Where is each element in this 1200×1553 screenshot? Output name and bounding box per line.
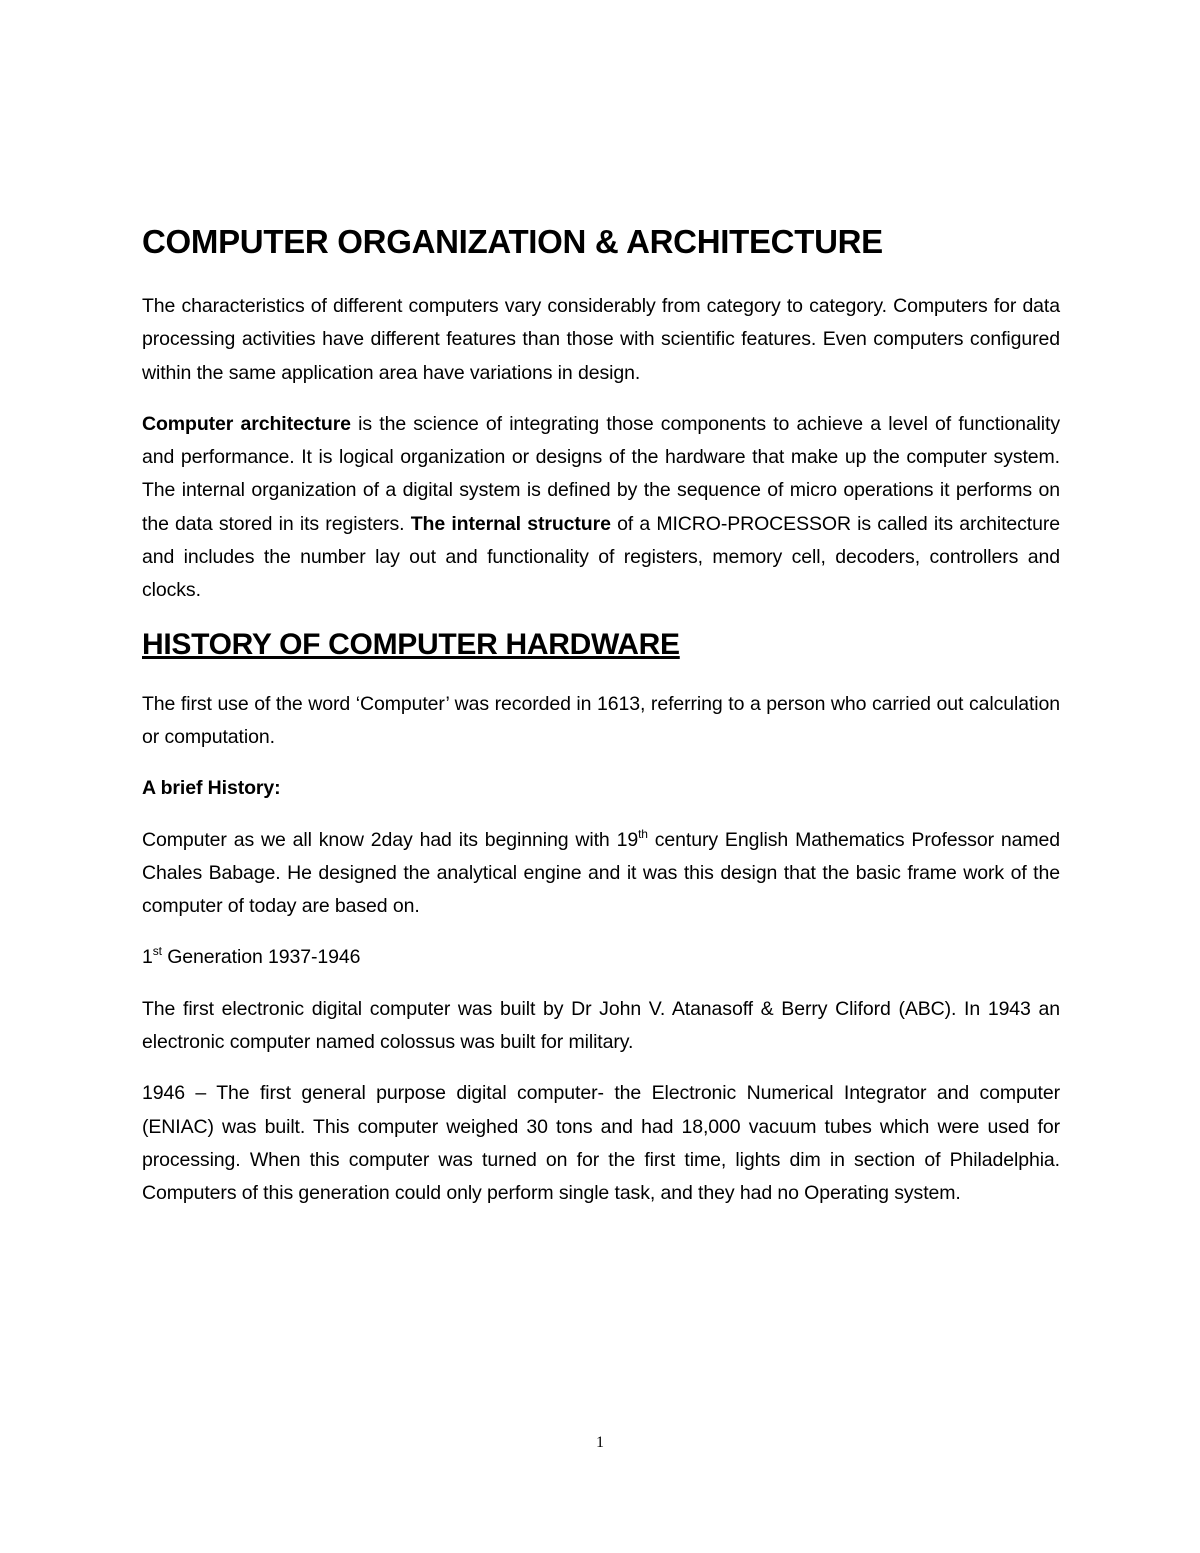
generation-text: Generation 1937-1946 [161, 946, 361, 969]
page-number: 1 [596, 1434, 604, 1451]
architecture-text-1: is the science of integrating those components to achieve a level of functionality and performance. It is logical organization or designs of the hardware that make up the computer system. The internal organization of a digital system is defined by the sequence of micro operations it performs on the data stored in its registers. [142, 412, 1060, 535]
eniac-paragraph: 1946 – The first general purpose digital computer- the Electronic Numerical Integrator and computer (ENIAC) was built. This computer weighed 30 tons and had 18,000 vacuum tubes which were used for processing. When this computer was turned on for the first time, lights dim in section of Philadelphia. Computers of this generation could only perform single task, and they had no Operating system. [142, 1082, 1060, 1205]
page-content [142, 222, 1060, 1229]
architecture-paragraph [142, 408, 1060, 608]
generation-superscript: st [152, 944, 162, 959]
babbage-text-after: century English Mathematics Professor named Chales Babage. He designed the analytical engine and it was this design that the basic frame work of the computer of today are based on. [142, 828, 1060, 918]
first-electronic-paragraph: The first electronic digital computer was built by Dr John V. Atanasoff & Berry Cliford (ABC). In 1943 an electronic computer named colossus was built for military. [142, 997, 1060, 1054]
brief-history-text: A brief History: [142, 777, 281, 800]
architecture-term: Computer architecture [142, 412, 351, 435]
babbage-superscript: th [638, 826, 648, 841]
intro-paragraph: The characteristics of different computers vary considerably from category to category. Computers for data processing activities have different features than those with scientific features. Even computers configured within the same application area have variations in design. [142, 295, 1060, 384]
babbage-text-before: Computer as we all know 2day had its beginning with 19 [142, 828, 639, 851]
internal-structure-term: The internal structure [410, 512, 611, 535]
history-heading: HISTORY OF COMPUTER HARDWARE [142, 627, 680, 661]
generation-heading [142, 941, 1060, 974]
generation-number: 1 [142, 946, 153, 969]
first-use-paragraph: The first use of the word ‘Computer’ was recorded in 1613, referring to a person who carried out calculation or computation. [142, 692, 1060, 748]
architecture-text-2: of a MICRO-PROCESSOR is called its architecture and includes the number lay out and functionality of registers, memory cell, decoders, controllers and clocks. [142, 512, 1060, 602]
document-title: COMPUTER ORGANIZATION & ARCHITECTURE [142, 223, 883, 260]
babbage-paragraph [142, 824, 1060, 924]
brief-history-label [142, 772, 1060, 805]
